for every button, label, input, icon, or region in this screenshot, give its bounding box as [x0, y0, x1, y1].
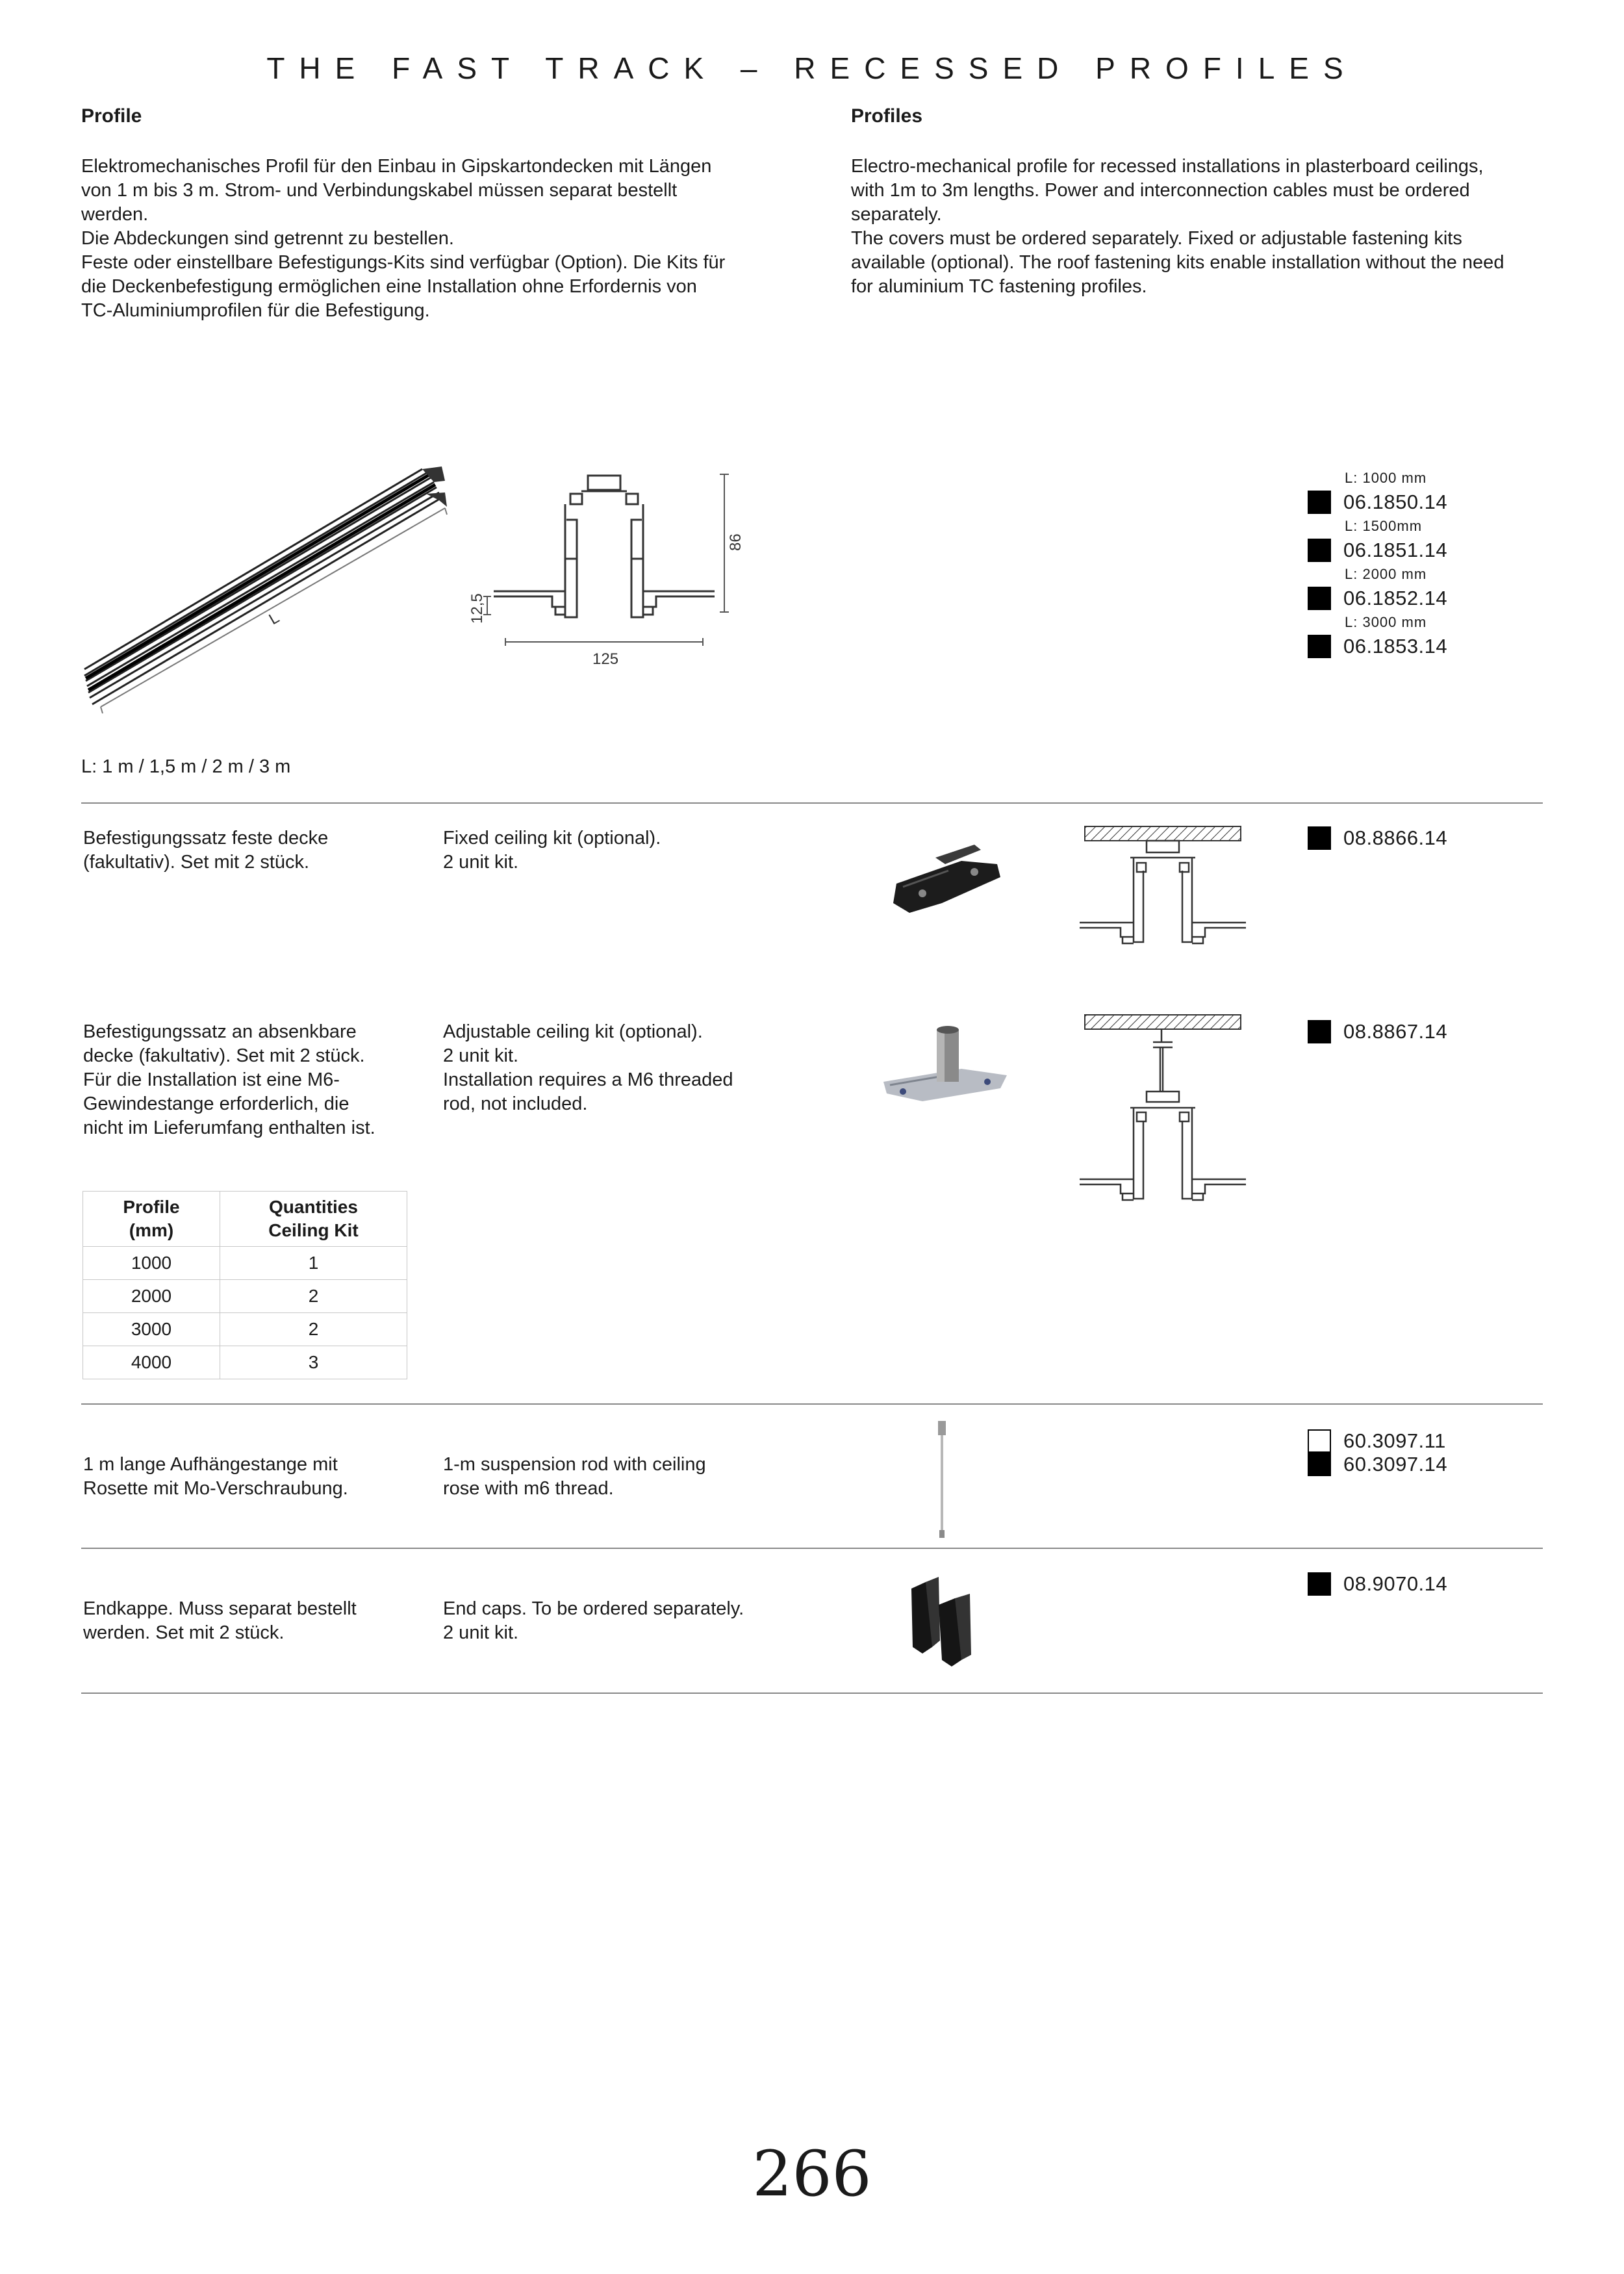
adjustable-kit-section-drawing [1078, 1014, 1247, 1208]
divider [81, 1693, 1543, 1694]
lengths-caption: L: 1 m / 1,5 m / 2 m / 3 m [81, 756, 291, 777]
table-cell: 1 [220, 1247, 407, 1280]
fixed-kit-de-text: Befestigungssatz feste decke (fakultativ). Set mit 2 stück. [83, 828, 329, 873]
code-06-1852-14: 06.1852.14 [1343, 587, 1448, 609]
intro-en-heading: Profiles [851, 105, 923, 127]
adjustable-kit-en-text: Adjustable ceiling kit (optional). 2 unit kit. Installation requires a M6 threaded rod, not included. [443, 1021, 733, 1114]
color-swatch-black [1308, 587, 1331, 610]
code-08-8866-14: 08.8866.14 [1343, 826, 1448, 849]
color-swatch-black [1308, 539, 1331, 562]
quantities-table [82, 1191, 407, 1379]
intro-de-heading: Profile [81, 105, 142, 127]
divider [81, 1403, 1543, 1405]
intro-en-text: Electro-mechanical profile for recessed installations in plasterboard ceilings, with 1m to 3m lengths. Power and interconnection cables must be ordered separately. The covers must be ordered separately. Fixed or adjustable fastening kits available (optional). The roof fastening kits enable installation without the need for aluminium TC fastening profiles. [851, 156, 1504, 297]
end-caps-de-text: Endkappe. Muss separat bestellt werden. Set mit 2 stück. [83, 1598, 357, 1643]
table-row [83, 1280, 407, 1313]
code-06-1853-14: 06.1853.14 [1343, 635, 1448, 658]
color-swatch-black [1308, 635, 1331, 658]
divider [81, 802, 1543, 804]
suspension-rod-en-text: 1-m suspension rod with ceiling rose with m6 thread. [443, 1454, 706, 1499]
code-06-1850-14: 06.1850.14 [1343, 491, 1448, 513]
color-swatch-black [1308, 491, 1331, 514]
code-08-9070-14: 08.9070.14 [1343, 1572, 1448, 1595]
end-caps-photo [900, 1569, 984, 1673]
table-header-profile: Profile (mm) [83, 1192, 220, 1247]
code-08-8867-14: 08.8867.14 [1343, 1020, 1448, 1043]
suspension-rod-de-text: 1 m lange Aufhängestange mit Rosette mit Mo-Verschraubung. [83, 1454, 348, 1499]
adjustable-kit-de-text: Befestigungssatz an absenkbare decke (fakultativ). Set mit 2 stück. Für die Installation ist eine M6- Gewindestange erforderlich, die nicht im Lieferumfang enthalten ist. [83, 1021, 375, 1138]
page-number: 266 [752, 2138, 872, 2210]
table-cell: 1000 [83, 1247, 220, 1280]
dim-width: 125 [592, 650, 619, 668]
end-caps-en-text: End caps. To be ordered separately. 2 unit kit. [443, 1598, 744, 1643]
fixed-kit-en-text: Fixed ceiling kit (optional). 2 unit kit. [443, 828, 661, 873]
table-cell: 2 [220, 1280, 407, 1313]
table-row [83, 1247, 407, 1280]
table-cell: 4000 [83, 1346, 220, 1379]
code-60-3097-11: 60.3097.11 [1343, 1429, 1446, 1452]
color-swatch-black [1308, 1572, 1331, 1596]
color-swatch-black [1308, 1453, 1331, 1476]
length-1000-label: L: 1000 mm [1345, 470, 1427, 486]
profile-isometric-drawing [78, 455, 455, 715]
table-header-quantities: Quantities Ceiling Kit [220, 1192, 407, 1247]
length-1500-label: L: 1500mm [1345, 518, 1423, 534]
length-label: L [266, 609, 283, 629]
code-60-3097-14: 60.3097.14 [1343, 1453, 1448, 1476]
adjustable-kit-photo [877, 1023, 1026, 1108]
table-cell: 2000 [83, 1280, 220, 1313]
dim-step: 12,5 [468, 593, 486, 624]
color-swatch-black [1308, 826, 1331, 850]
table-cell: 3000 [83, 1313, 220, 1346]
suspension-rod-photo [929, 1420, 955, 1540]
divider [81, 1548, 1543, 1549]
color-swatch-black [1308, 1020, 1331, 1043]
length-3000-label: L: 3000 mm [1345, 614, 1427, 630]
table-row [83, 1313, 407, 1346]
fixed-kit-section-drawing [1078, 825, 1247, 955]
profile-cross-section [468, 468, 744, 676]
fixed-kit-photo [883, 832, 1013, 929]
table-row [83, 1346, 407, 1379]
table-cell: 2 [220, 1313, 407, 1346]
intro-de-text: Elektromechanisches Profil für den Einbau in Gipskartondecken mit Längen von 1 m bis 3 m. Strom- und Verbindungskabel müssen separat bestellt werden. Die Abdeckungen sind getrennt zu bestellen. Feste oder einstellbare Befestigungs-Kits sind verfügbar (Option). Die Kits für die Deckenbefestigung ermöglichen eine Installation ohne Erfordernis von TC-Aluminiumprofilen für die Befestigung. [81, 156, 726, 321]
page-title: THE FAST TRACK – RECESSED PROFILES [266, 51, 1358, 85]
code-06-1851-14: 06.1851.14 [1343, 539, 1448, 561]
dim-height: 86 [727, 533, 744, 551]
length-2000-label: L: 2000 mm [1345, 566, 1427, 582]
table-cell: 3 [220, 1346, 407, 1379]
color-swatch-white [1308, 1429, 1331, 1453]
